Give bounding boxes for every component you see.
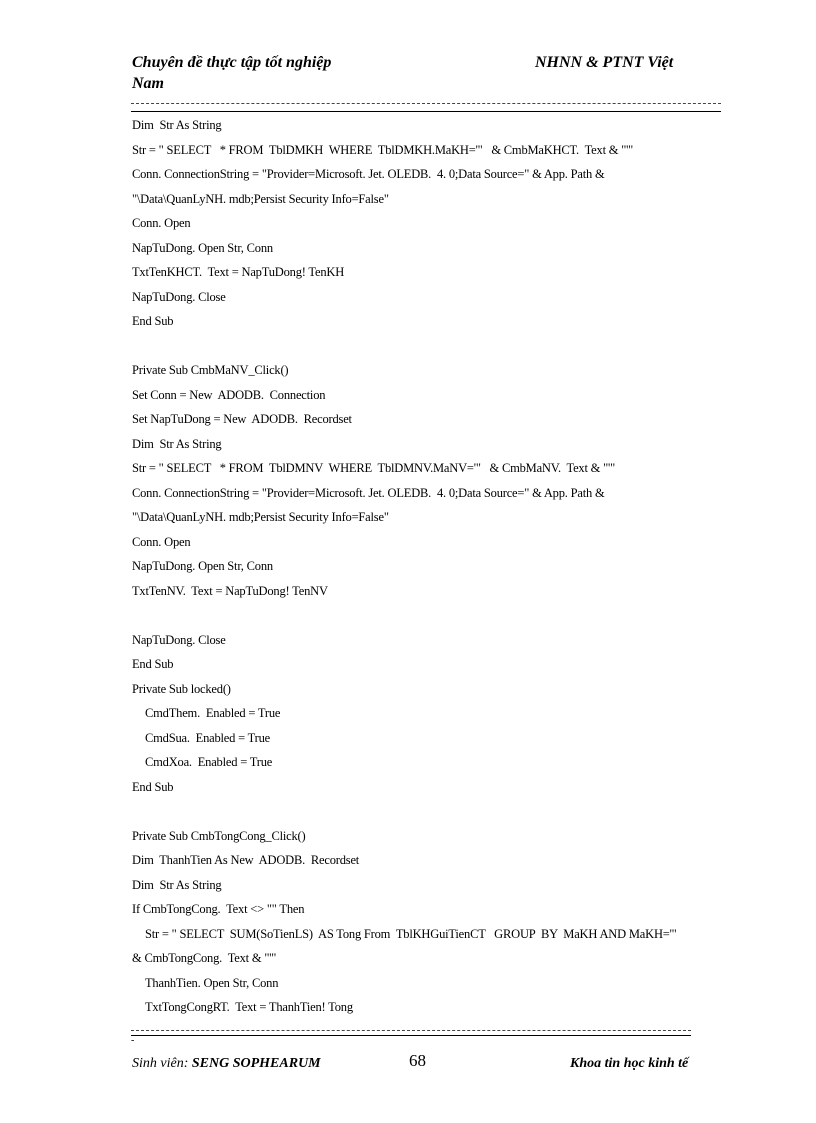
code-line: Conn. ConnectionString = "Provider=Microsoft. Jet. OLEDB. 4. 0;Data Source=" & App. Path & bbox=[132, 167, 605, 181]
code-blank-line bbox=[132, 334, 732, 359]
code-line: TxtTenKHCT. Text = NapTuDong! TenKH bbox=[132, 265, 345, 279]
code-line: NapTuDong. Close bbox=[132, 289, 226, 304]
code-line: TxtTenNV. Text = NapTuDong! TenNV bbox=[132, 583, 328, 598]
code-line: "\Data\QuanLyNH. mdb;Persist Security Info=False" bbox=[132, 510, 389, 524]
code-line: "\Data\QuanLyNH. mdb;Persist Security Info=False" bbox=[132, 191, 389, 206]
footer-student-name: SENG SOPHEARUM bbox=[191, 1056, 321, 1071]
code-line: Set NapTuDong = New ADODB. Recordset bbox=[132, 412, 352, 426]
code-line: Private Sub locked() bbox=[132, 681, 231, 696]
code-line: & CmbTongCong. Text & "'" bbox=[132, 951, 277, 965]
code-line: Dim Str As String bbox=[132, 877, 222, 892]
code-line: Dim ThanhTien As New ADODB. Recordset bbox=[132, 853, 360, 867]
code-blank-line bbox=[132, 799, 732, 824]
code-line: End Sub bbox=[132, 779, 174, 794]
code-line: Set Conn = New ADODB. Connection bbox=[132, 387, 326, 402]
code-line: Conn. ConnectionString = "Provider=Microsoft. Jet. OLEDB. 4. 0;Data Source=" & App. Path & bbox=[132, 485, 605, 500]
header-title-line2: Nam bbox=[132, 75, 164, 92]
header-organization: NHNN & PTNT Việt bbox=[535, 54, 674, 71]
footer-faculty: Khoa tin học kinh tế bbox=[570, 1056, 689, 1071]
code-line: CmdXoa. Enabled = True bbox=[145, 755, 273, 769]
code-line: NapTuDong. Open Str, Conn bbox=[132, 559, 273, 573]
code-line: If CmbTongCong. Text <> "" Then bbox=[132, 902, 305, 916]
code-line: Str = " SELECT * FROM TblDMNV WHERE TblDMNV.MaNV='" & CmbMaNV. Text & "'" bbox=[132, 461, 615, 475]
footer-student-label: Sinh viên: bbox=[132, 1056, 189, 1071]
code-line: CmdThem. Enabled = True bbox=[145, 706, 281, 720]
code-blank-line bbox=[132, 603, 732, 628]
code-line: Conn. Open bbox=[132, 216, 191, 230]
code-line: Dim Str As String bbox=[132, 118, 222, 132]
code-line: TxtTongCongRT. Text = ThanhTien! Tong bbox=[145, 1000, 353, 1014]
code-line: Str = " SELECT SUM(SoTienLS) AS Tong From TblKHGuiTienCT GROUP BY MaKH AND MaKH='" bbox=[145, 926, 677, 941]
code-line: NapTuDong. Close bbox=[132, 632, 226, 647]
footer-divider bbox=[131, 1030, 691, 1036]
code-line: CmdSua. Enabled = True bbox=[145, 730, 271, 745]
code-line: End Sub bbox=[132, 657, 174, 671]
code-line: ThanhTien. Open Str, Conn bbox=[145, 975, 279, 990]
code-line: Str = " SELECT * FROM TblDMKH WHERE TblDMKH.MaKH='" & CmbMaKHCT. Text & "'" bbox=[132, 142, 634, 157]
code-line: End Sub bbox=[132, 314, 174, 328]
code-line: NapTuDong. Open Str, Conn bbox=[132, 240, 273, 255]
code-listing bbox=[132, 113, 732, 1020]
code-line: Private Sub CmbMaNV_Click() bbox=[132, 363, 289, 377]
footer-student bbox=[132, 1054, 321, 1074]
code-line: Dim Str As String bbox=[132, 436, 222, 451]
code-line: Private Sub CmbTongCong_Click() bbox=[132, 828, 306, 843]
code-line: Conn. Open bbox=[132, 534, 191, 549]
header-title bbox=[132, 52, 392, 94]
header-divider bbox=[131, 103, 721, 112]
footer-dash: - bbox=[131, 1035, 135, 1046]
header-title-line1: Chuyên đề thực tập tốt nghiệp bbox=[132, 54, 332, 71]
page-number: 68 bbox=[409, 1051, 426, 1070]
